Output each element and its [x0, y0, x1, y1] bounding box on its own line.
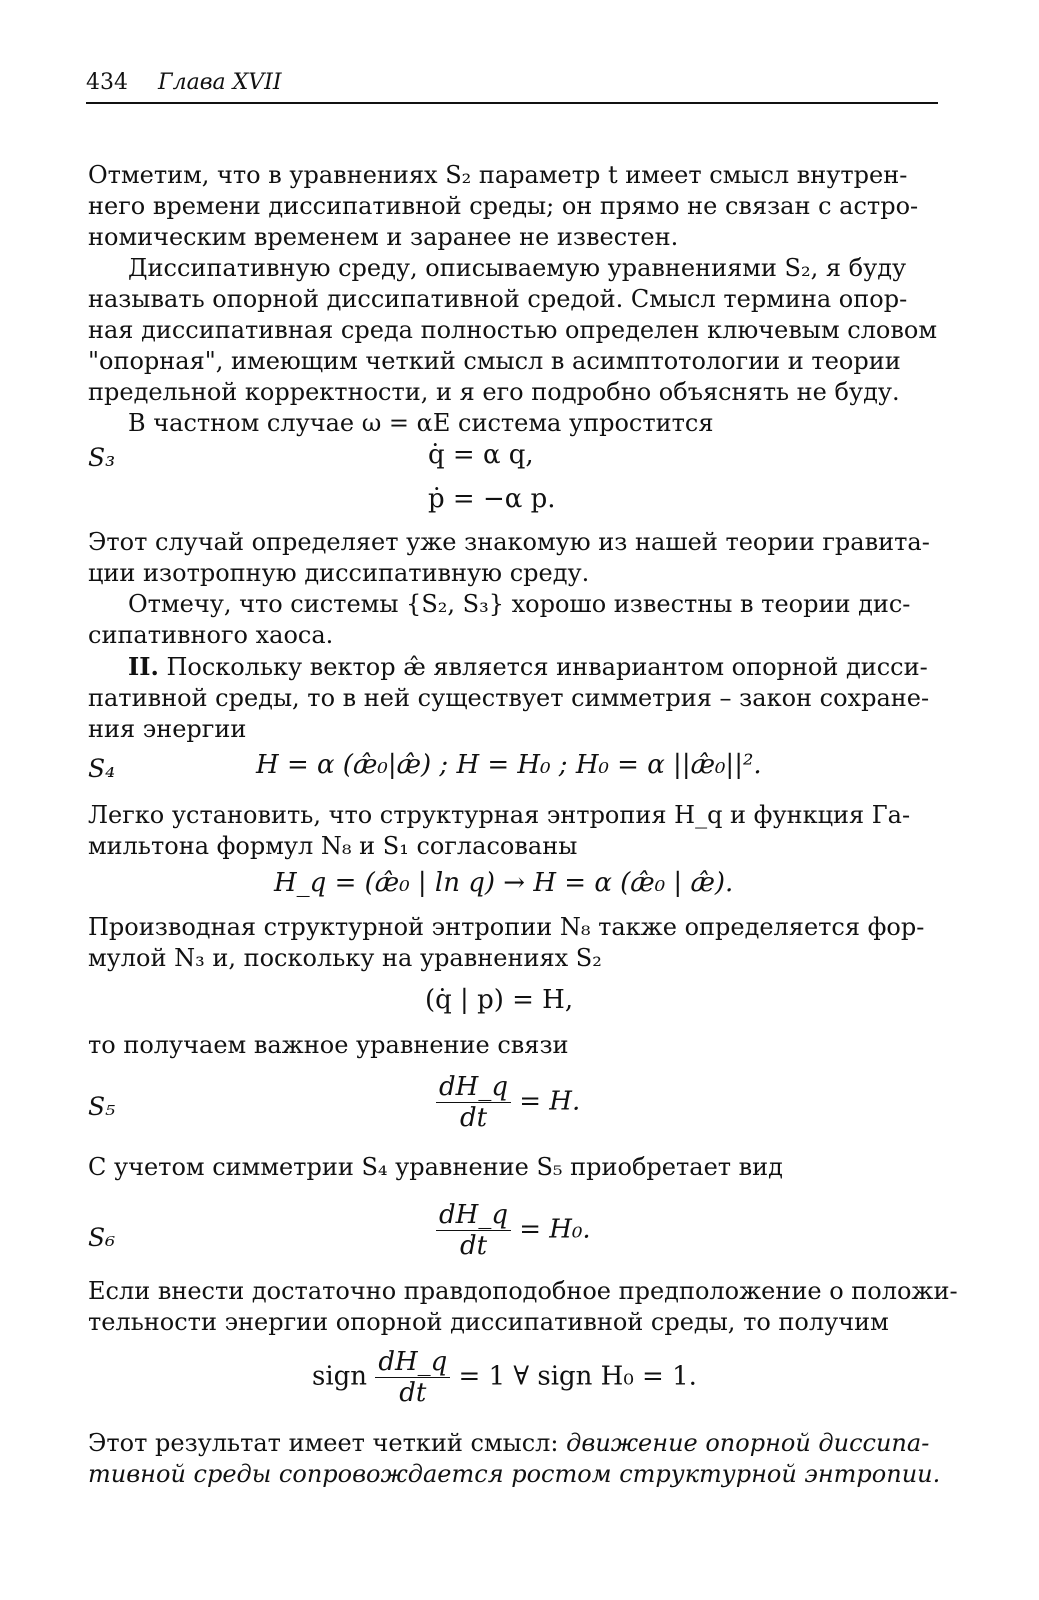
paragraph-6	[88, 651, 936, 745]
equation-qp: (q̇ | p) = H,	[425, 985, 574, 1015]
equation-label-s4: S₄	[88, 754, 116, 783]
text-line: Отмечу, что системы {S₂, S₃} хорошо известны в теории дис-	[128, 590, 911, 618]
text-line: "опорная", имеющим четкий смысл в асимптотологии и теории	[88, 347, 901, 375]
paragraph-1	[88, 160, 936, 253]
equation-s3-line1: q̇ = α q,	[428, 440, 534, 470]
running-header	[86, 68, 938, 104]
text-line: Легко установить, что структурная энтропия H_q и функция Га-	[88, 801, 911, 829]
fraction	[436, 1072, 511, 1133]
equation-s6	[436, 1200, 591, 1261]
text-line: Если внести достаточно правдоподобное предположение о положи-	[88, 1277, 958, 1305]
page-number: 434	[86, 70, 128, 95]
text-line: Диссипативную среду, описываемую уравнениями S₂, я буду	[128, 254, 907, 282]
paragraph-3	[88, 408, 936, 439]
text-line: ная диссипативная среда полностью определен ключевым словом	[88, 316, 938, 344]
sign-operator: sign	[312, 1361, 368, 1392]
fraction-numerator: dH_q	[375, 1347, 450, 1378]
paragraph-12	[88, 1428, 941, 1490]
text-line: Отметим, что в уравнениях S₂ параметр t имеет смысл внутрен-	[88, 161, 908, 189]
fraction-denominator: dt	[399, 1378, 427, 1408]
equation-label-s6: S₆	[88, 1223, 116, 1252]
paragraph-9	[88, 1030, 936, 1061]
paragraph-10	[88, 1152, 936, 1183]
text-line	[88, 651, 936, 683]
text-line: Этот случай определяет уже знакомую из нашей теории гравита-	[88, 528, 930, 556]
equation-rhs: = 1 ∀ sign H₀ = 1.	[458, 1361, 697, 1392]
text-line: то получаем важное уравнение связи	[88, 1031, 569, 1059]
fraction	[436, 1200, 511, 1261]
equation-label-s3: S₃	[88, 443, 116, 472]
fraction	[375, 1347, 450, 1408]
text-line: пативной среды, то в ней существует симметрия – закон сохране-	[88, 684, 930, 712]
text-line: него времени диссипативной среды; он прямо не связан с астро-	[88, 192, 919, 220]
equation-label-s5: S₅	[88, 1092, 116, 1121]
text-line: сипативного хаоса.	[88, 621, 334, 649]
equation-rhs: = H.	[519, 1086, 581, 1117]
paragraph-11	[88, 1276, 958, 1338]
fraction-numerator: dH_q	[436, 1200, 511, 1231]
section-marker: II.	[128, 652, 159, 681]
text-line: ния энергии	[88, 715, 247, 743]
equation-s4: H = α (æ̂₀|æ̂) ; H = H₀ ; H₀ = α ||æ̂₀||².	[256, 750, 762, 780]
text-line	[88, 1428, 936, 1459]
paragraph-7	[88, 800, 936, 862]
text-line: номическим временем и заранее не известен.	[88, 223, 679, 251]
equation-sign	[312, 1347, 697, 1408]
fraction-numerator: dH_q	[436, 1072, 511, 1103]
text-line: мильтона формул N₈ и S₁ согласованы	[88, 832, 578, 860]
text-line: В частном случае ω = αE система упростится	[128, 409, 714, 437]
text-line: предельной корректности, и я его подробно объяснять не буду.	[88, 378, 900, 406]
paragraph-5	[88, 589, 936, 651]
text-line: С учетом симметрии S₄ уравнение S₅ приобретает вид	[88, 1153, 783, 1181]
text-span: Поскольку вектор æ̂ является инвариантом опорной дисси-	[166, 653, 928, 681]
text-line: тельности энергии опорной диссипативной среды, то получим	[88, 1308, 889, 1336]
fraction-denominator: dt	[459, 1103, 488, 1133]
emphasis-text: движение опорной диссипа-	[566, 1429, 930, 1457]
equation-rhs: = H₀.	[519, 1214, 591, 1245]
text-line: Производная структурной энтропии N₈ также определяется фор-	[88, 913, 925, 941]
text-line: называть опорной диссипативной средой. Смысл термина опор-	[88, 285, 908, 313]
paragraph-4	[88, 527, 936, 589]
paragraph-2	[88, 253, 936, 408]
text-line: мулой N₃ и, поскольку на уравнениях S₂	[88, 944, 602, 972]
equation-hq: H_q = (æ̂₀ | ln q) → H = α (æ̂₀ | æ̂).	[274, 868, 734, 898]
chapter-title: Глава XVII	[158, 70, 282, 95]
text-span: Этот результат имеет четкий смысл:	[88, 1429, 567, 1457]
emphasis-text: тивной среды сопровождается ростом структурной энтропии.	[88, 1460, 941, 1488]
equation-s5	[436, 1072, 580, 1133]
paragraph-8	[88, 912, 936, 974]
text-line: ции изотропную диссипативную среду.	[88, 559, 590, 587]
fraction-denominator: dt	[459, 1231, 488, 1261]
equation-s3-line2: ṗ = −α p.	[428, 484, 556, 514]
